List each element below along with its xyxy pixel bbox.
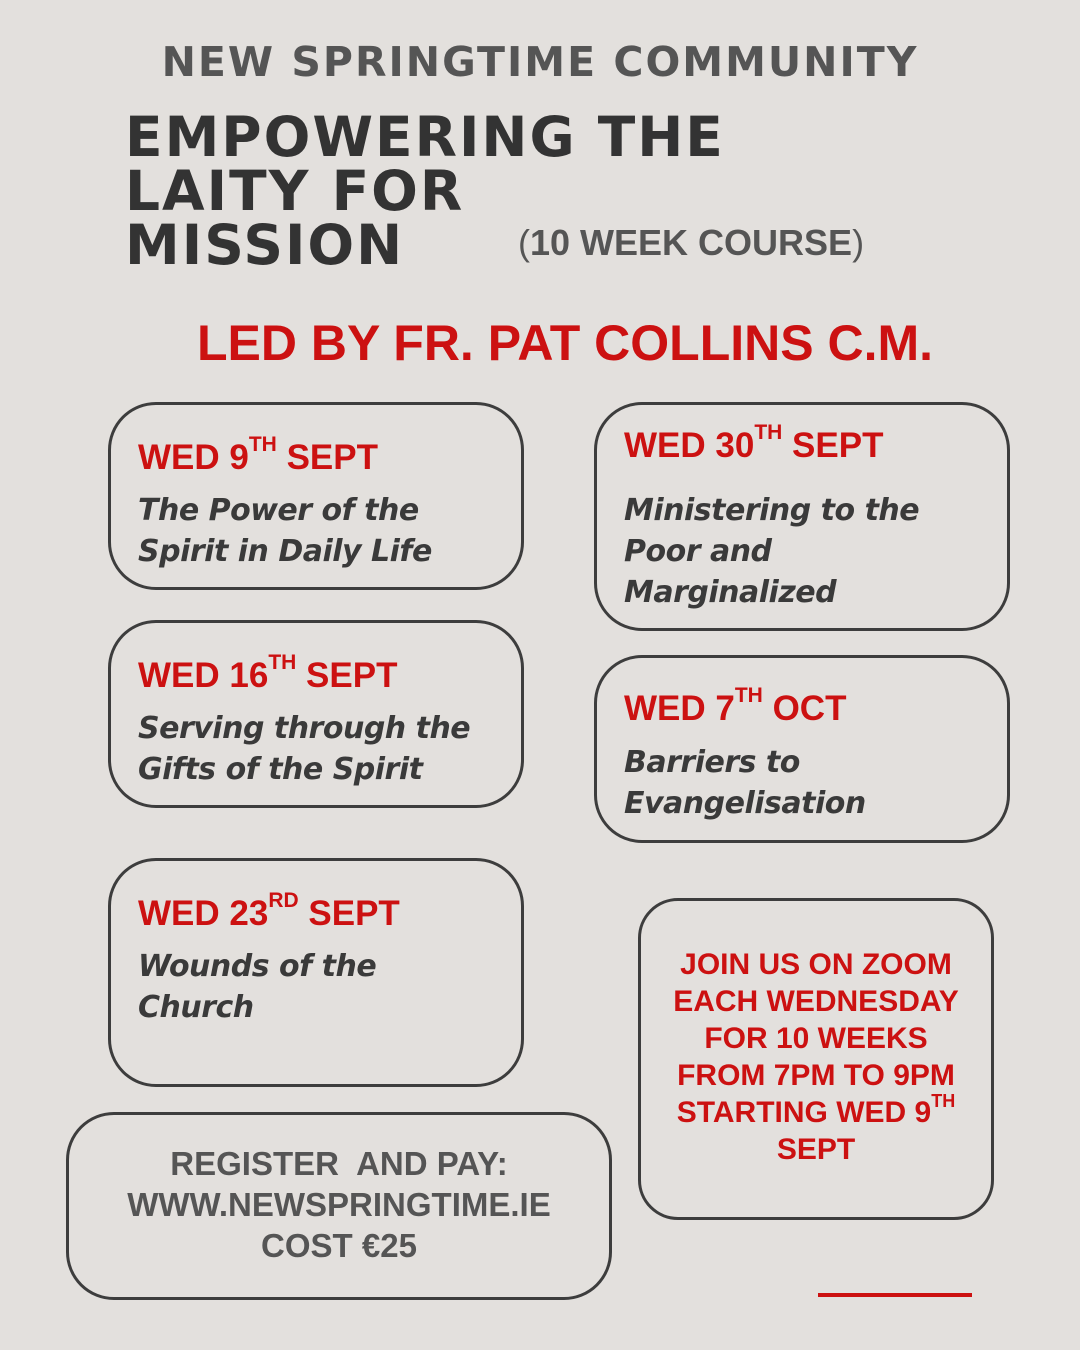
registration-text [69, 1143, 609, 1266]
course-length: (10 WEEK COURSE) [518, 222, 865, 263]
session-card [108, 620, 524, 808]
decorative-underline [818, 1293, 972, 1297]
register-link[interactable]: WWW.NEWSPRINGTIME.IE [127, 1186, 551, 1223]
session-topic: Wounds of the Church [138, 949, 377, 1025]
course-cost: COST €25 [261, 1227, 417, 1264]
session-card [108, 858, 524, 1087]
zoom-line: EACH WEDNESDAY [673, 985, 959, 1018]
zoom-info-card [638, 898, 994, 1220]
session-card [108, 402, 524, 590]
session-date: WED 7TH OCT [624, 684, 847, 728]
session-date: WED 30TH SEPT [624, 421, 884, 465]
zoom-start-month: SEPT [776, 1133, 856, 1166]
title-line-1: EMPOWERING THE [125, 105, 725, 169]
zoom-start-line: STARTING WED 9TH [676, 1091, 956, 1129]
title-line-3: MISSION [125, 213, 405, 277]
registration-card [66, 1112, 612, 1300]
zoom-line: FOR 10 WEEKS [704, 1022, 928, 1055]
session-date: WED 23RD SEPT [138, 889, 400, 933]
register-heading: REGISTER AND PAY: [170, 1145, 508, 1182]
session-card [594, 655, 1010, 843]
zoom-line: FROM 7PM TO 9PM [677, 1059, 955, 1092]
zoom-info-text [641, 946, 991, 1168]
session-topic: Serving through the Gifts of the Spirit [138, 711, 471, 787]
session-date: WED 9TH SEPT [138, 433, 378, 477]
zoom-line: JOIN US ON ZOOM [680, 948, 952, 981]
session-date: WED 16TH SEPT [138, 651, 398, 695]
title-line-2: LAITY FOR [125, 159, 465, 223]
session-topic: The Power of the Spirit in Daily Life [138, 493, 432, 569]
organization-name: NEW SPRINGTIME COMMUNITY [161, 38, 919, 86]
session-topic: Ministering to the Poor and Marginalized [624, 493, 920, 610]
session-topic: Barriers to Evangelisation [624, 745, 866, 821]
leader-line: LED BY FR. PAT COLLINS C.M. [196, 315, 934, 371]
session-card [594, 402, 1010, 631]
